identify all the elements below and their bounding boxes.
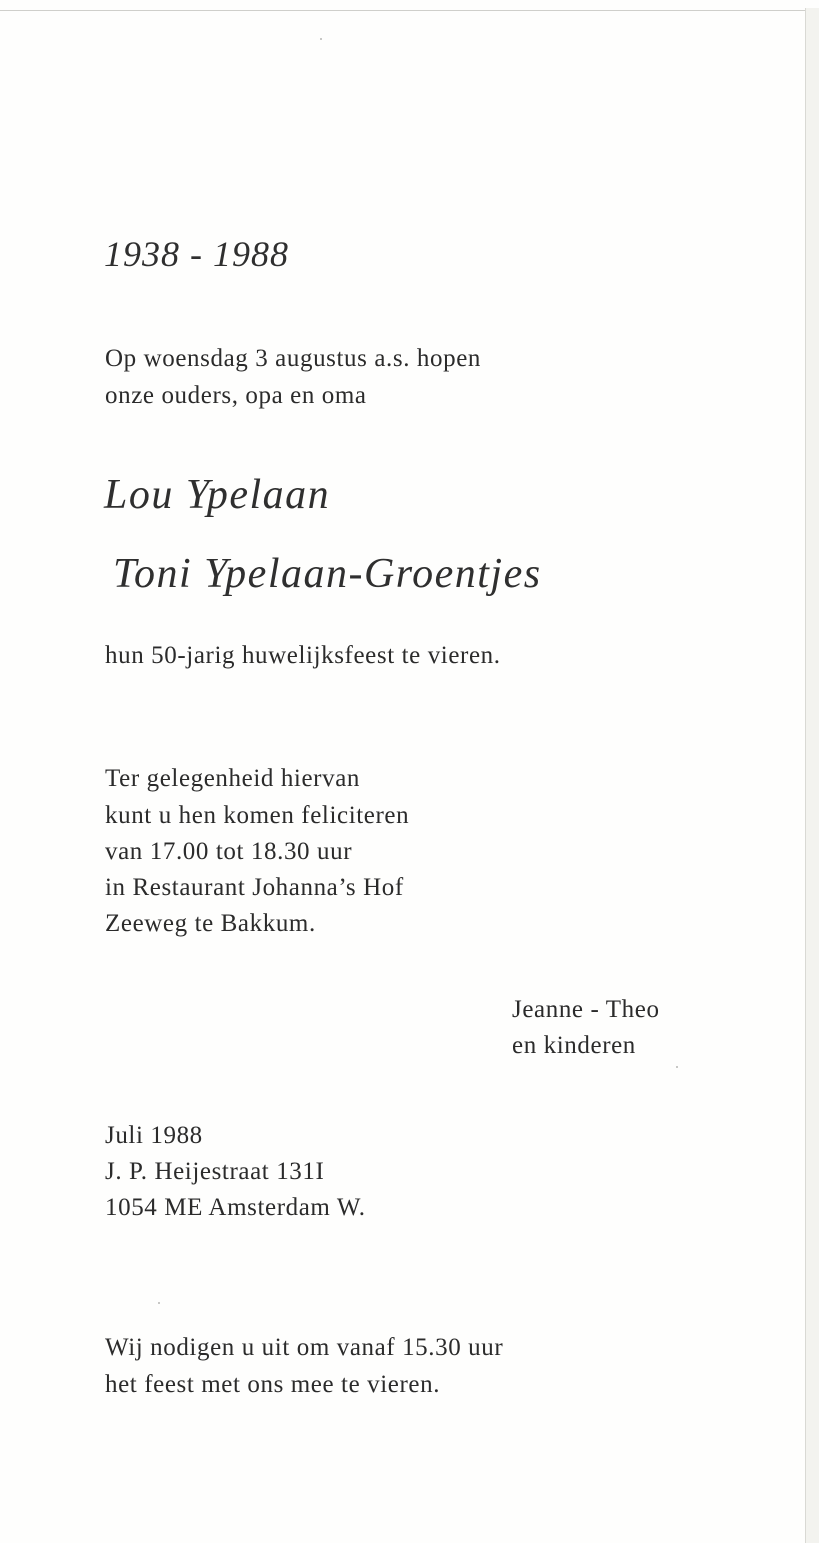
details-line-2: kunt u hen komen feliciteren [105,802,410,829]
details-line-4: in Restaurant Johanna’s Hof [105,874,404,901]
intro-line-2: onze ouders, opa en oma [105,382,367,409]
invitation-line-1: Wij nodigen u uit om vanaf 15.30 uur [105,1334,504,1361]
details-line-5: Zeeweg te Bakkum. [105,910,316,937]
details-line-3: van 17.00 tot 18.30 uur [105,838,353,865]
intro-line-1: Op woensdag 3 augustus a.s. hopen [105,345,482,372]
details-line-1: Ter gelegenheid hiervan [105,765,360,792]
name-husband: Lou Ypelaan [104,472,331,518]
sender-date: Juli 1988 [105,1122,203,1149]
sender-city: 1054 ME Amsterdam W. [105,1194,366,1221]
paper-speck [320,38,322,40]
top-edge-rule [0,10,805,11]
celebration-line: hun 50-jarig huwelijksfeest te vieren. [105,642,501,669]
paper-speck [158,1302,160,1304]
right-margin-shade [806,8,819,1543]
signature-line-2: en kinderen [512,1032,636,1059]
name-wife: Toni Ypelaan-Groentjes [113,551,542,597]
paper-speck [676,1066,678,1068]
invitation-line-2: het feest met ons mee te vieren. [105,1371,441,1398]
anniversary-years: 1938 - 1988 [104,234,289,274]
signature-line-1: Jeanne - Theo [512,996,660,1023]
sender-street: J. P. Heijestraat 131I [105,1158,325,1185]
